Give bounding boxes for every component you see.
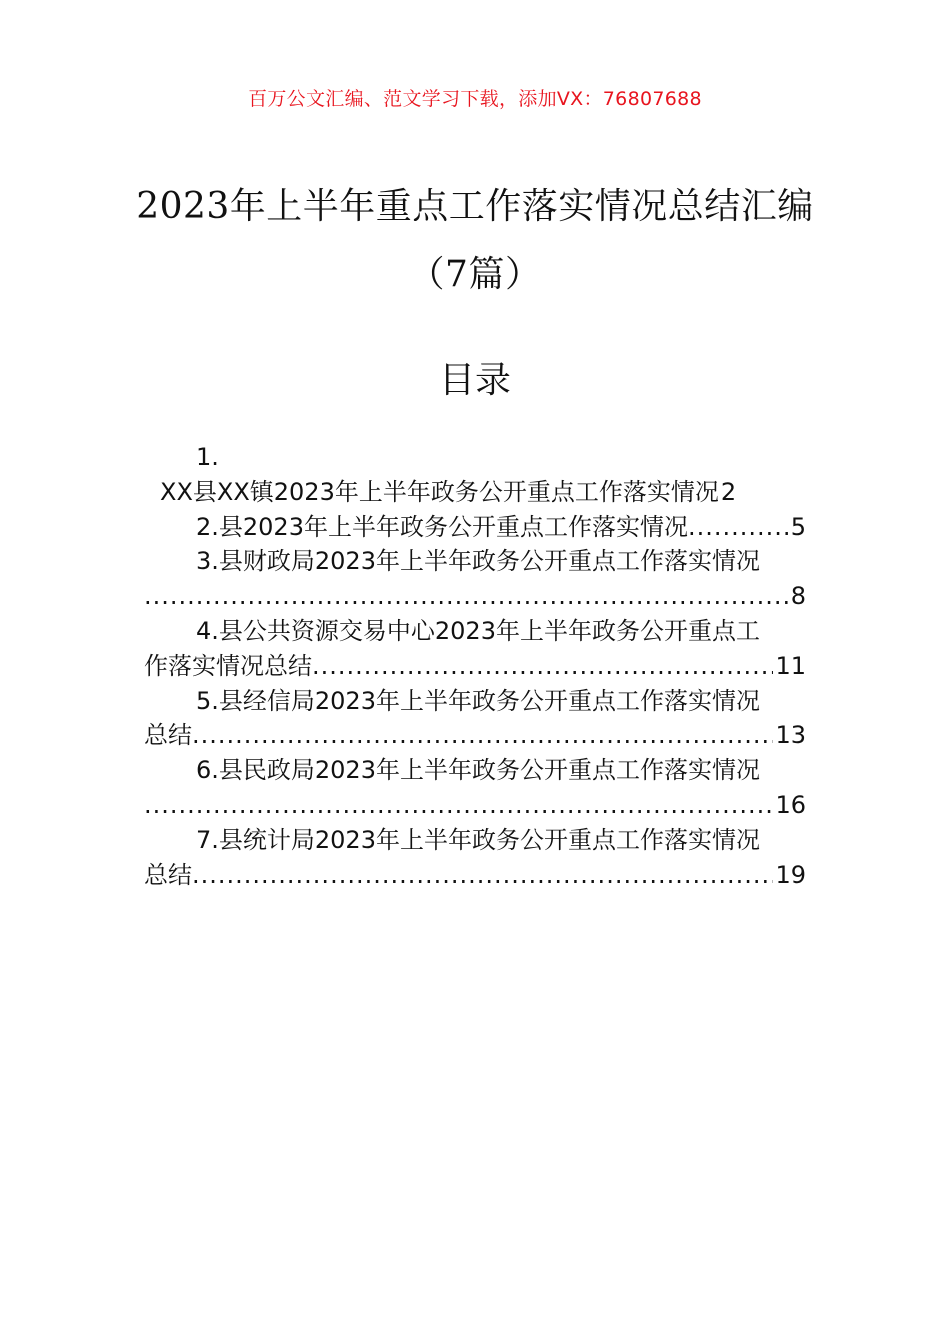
toc-item-6-continuation[interactable] xyxy=(144,788,806,823)
toc-item-7-leader xyxy=(192,858,773,893)
toc-item-4-title-a: 4.县公共资源交易中心2023年上半年政务公开重点工 xyxy=(196,616,760,645)
toc-item-5-title-b: 总结 xyxy=(144,721,192,750)
toc-item-6-leader xyxy=(144,788,773,823)
toc-item-2-leader xyxy=(688,510,789,545)
toc-item-2-title: 2.县2023年上半年政务公开重点工作落实情况 xyxy=(196,512,688,541)
toc-item-4[interactable] xyxy=(144,614,806,649)
toc-item-6[interactable] xyxy=(144,753,806,788)
document-subtitle: （7篇） xyxy=(408,254,542,295)
toc-item-7[interactable] xyxy=(144,823,806,858)
table-of-contents xyxy=(144,440,806,892)
toc-item-6-title: 6.县民政局2023年上半年政务公开重点工作落实情况 xyxy=(196,756,760,785)
toc-item-3-leader xyxy=(144,579,789,614)
toc-item-7-title-a: 7.县统计局2023年上半年政务公开重点工作落实情况 xyxy=(196,825,760,854)
toc-item-4-continuation[interactable] xyxy=(144,649,806,684)
toc-item-5-leader xyxy=(192,718,773,753)
toc-item-5-continuation[interactable] xyxy=(144,718,806,753)
toc-item-1-number: 1. xyxy=(196,443,219,471)
toc-item-5-page: 13 xyxy=(775,721,806,750)
toc-item-1-page: 2 xyxy=(720,477,737,506)
toc-item-4-page: 11 xyxy=(775,651,806,680)
toc-item-3-continuation[interactable] xyxy=(144,579,806,614)
toc-item-7-continuation[interactable] xyxy=(144,858,806,893)
toc-item-3-page: 8 xyxy=(790,582,806,611)
header-note: 百万公文汇编、范文学习下载，添加VX：76807688 xyxy=(248,88,702,110)
toc-item-1-number-line[interactable] xyxy=(144,440,806,475)
toc-item-1-title: XX县XX镇2023年上半年政务公开重点工作落实情况 xyxy=(160,477,719,506)
toc-item-5-title-a: 5.县经信局2023年上半年政务公开重点工作落实情况 xyxy=(196,686,760,715)
toc-item-2[interactable] xyxy=(144,510,806,545)
toc-item-1[interactable] xyxy=(144,475,806,510)
toc-item-7-title-b: 总结 xyxy=(144,860,192,889)
document-title: 2023年上半年重点工作落实情况总结汇编 xyxy=(136,186,814,227)
toc-heading: 目录 xyxy=(438,360,511,401)
toc-item-7-page: 19 xyxy=(775,860,806,889)
toc-item-5[interactable] xyxy=(144,684,806,719)
toc-item-6-page: 16 xyxy=(775,790,806,819)
toc-item-2-page: 5 xyxy=(790,512,806,541)
toc-item-4-title-b: 作落实情况总结 xyxy=(144,651,312,680)
toc-item-3[interactable] xyxy=(144,544,806,579)
toc-item-4-leader xyxy=(312,649,773,684)
toc-item-3-title: 3.县财政局2023年上半年政务公开重点工作落实情况 xyxy=(196,547,760,576)
